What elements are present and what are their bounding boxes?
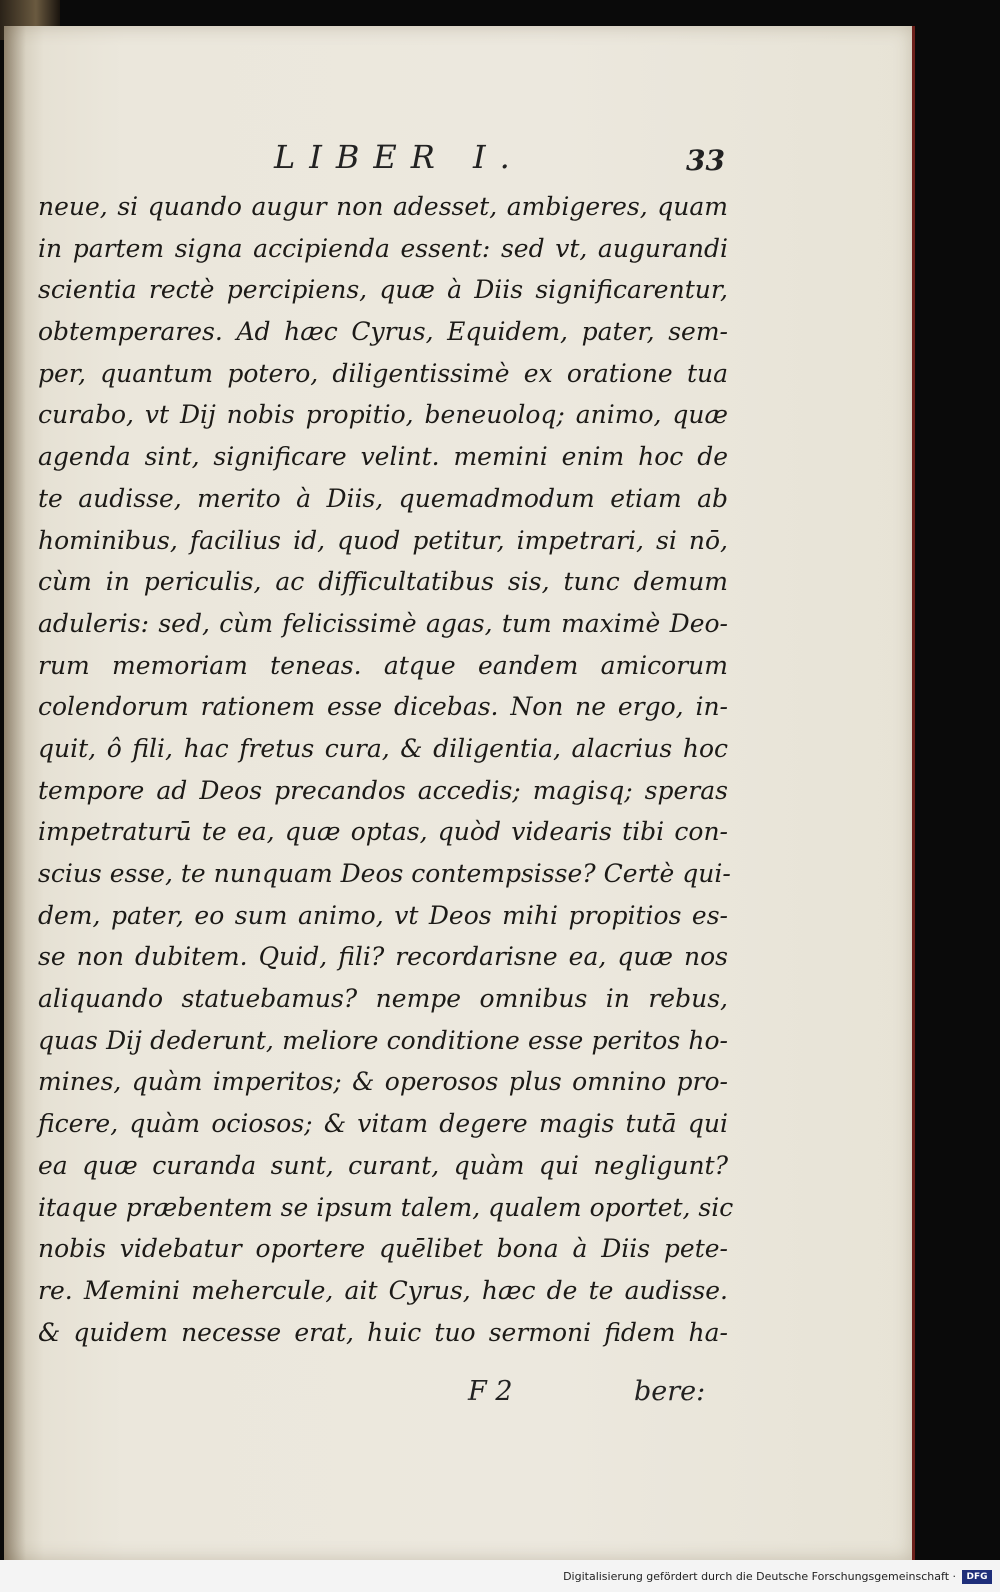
text-line: cùm in periculis, ac difficultatibus sis, tunc demum [38, 567, 728, 597]
text-line: aduleris: sed, cùm felicissimè agas, tum maximè Deo- [38, 608, 728, 638]
text-line: rum memoriam teneas. atque eandem amicorum [38, 650, 728, 680]
text-line: tempore ad Deos precandos accedis; magisq; speras [38, 775, 728, 805]
text-line: colendorum rationem esse dicebas. Non ne ergo, in- [38, 692, 728, 722]
running-head: LIBER I. [274, 138, 524, 176]
text-line: aliquando statuebamus? nempe omnibus in rebus, [38, 984, 728, 1014]
text-line: agenda sint, significare velint. memini enim hoc de [38, 442, 728, 472]
text-line: scius esse, te nunquam Deos contempsisse? Certè qui- [38, 859, 731, 888]
text-line: per, quantum potero, diligentissimè ex oratione tua [38, 358, 728, 388]
funding-credit: Digitalisierung gefördert durch die Deutsche Forschungsgemeinschaft · [563, 1570, 956, 1583]
text-line: & quidem necesse erat, huic tuo sermoni fidem ha- [38, 1317, 728, 1347]
text-line: curabo, vt Dij nobis propitio, beneuoloq; animo, quæ [38, 400, 728, 430]
text-line: te audisse, merito à Diis, quemadmodum etiam ab [38, 483, 728, 513]
text-line: itaque præbentem se ipsum talem, qualem oportet, sic [38, 1192, 734, 1222]
page-number: 33 [686, 144, 725, 177]
text-line: quas Dij dederunt, meliore conditione esse peritos ho- [38, 1025, 728, 1055]
text-line: scientia rectè percipiens, quæ à Diis significarentur, [38, 275, 728, 305]
book-page [4, 26, 915, 1560]
signature-mark: F 2 [468, 1376, 513, 1407]
text-line: in partem signa accipienda essent: sed vt, augurandi [38, 233, 728, 263]
text-line: impetraturū te ea, quæ optas, quòd videaris tibi con- [38, 817, 728, 847]
text-line: mines, quàm imperitos; & operosos plus omnino pro- [38, 1067, 728, 1097]
catchword: bere: [634, 1376, 706, 1407]
credit-bar [0, 1560, 1000, 1592]
text-line: ea quæ curanda sunt, curant, quàm qui negligunt? [38, 1150, 728, 1180]
text-line: ficere, quàm ociosos; & vitam degere magis tutā qui [38, 1109, 728, 1139]
text-line: se non dubitem. Quid, fili? recordarisne ea, quæ nos [38, 942, 728, 972]
text-line: quit, ô fili, hac fretus cura, & diligentia, alacrius hoc [38, 733, 728, 763]
body-text [38, 186, 734, 1353]
dfg-logo-icon: DFG [962, 1570, 992, 1584]
text-line: dem, pater, eo sum animo, vt Deos mihi propitios es- [38, 900, 728, 930]
text-line: re. Memini mehercule, ait Cyrus, hæc de te audisse. [38, 1275, 728, 1305]
text-line: obtemperares. Ad hæc Cyrus, Equidem, pater, sem- [38, 317, 728, 347]
text-line: neue, si quando augur non adesset, ambigeres, quam [38, 192, 728, 221]
text-line: nobis videbatur oportere quēlibet bona à Diis pete- [38, 1234, 728, 1264]
text-line: hominibus, facilius id, quod petitur, impetrari, si nō, [38, 525, 728, 555]
